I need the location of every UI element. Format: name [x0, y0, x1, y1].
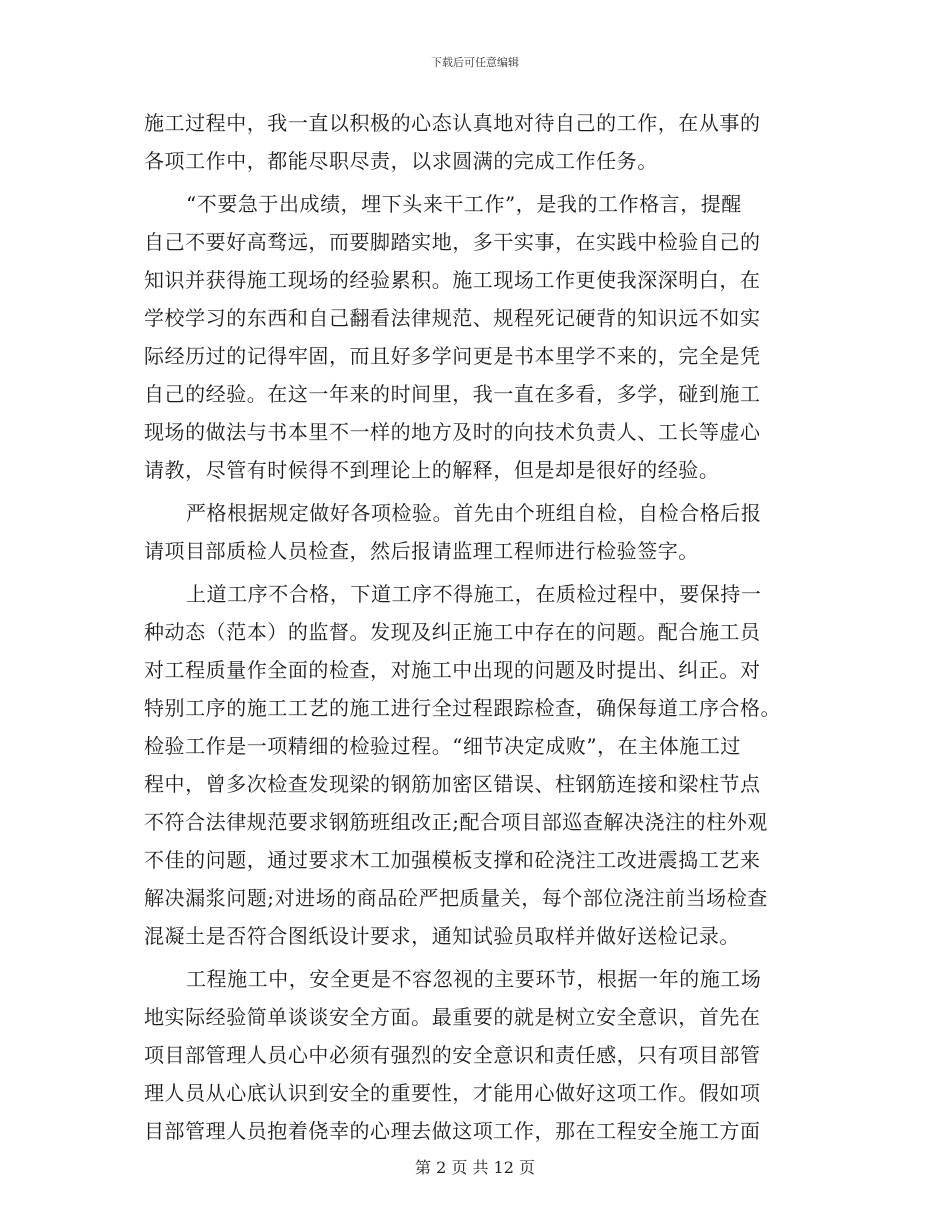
text-line: 目部管理人员抱着侥幸的心理去做这项工作，那在工程安全施工方面: [144, 1119, 761, 1143]
paragraph-start-line: 上道工序不合格，下道工序不得施工，在质检过程中，要保持一: [186, 582, 762, 606]
text-line: 检验工作是一项精细的检验过程。“细节决定成败”，在主体施工过: [144, 734, 741, 758]
text-line: 不佳的问题，通过要求木工加强模板支撑和砼浇注工改进震捣工艺来: [144, 848, 761, 872]
page-header: 下载后可任意编辑: [431, 56, 519, 69]
text-line: 程中，曾多次检查发现梁的钢筋加密区错误、柱钢筋连接和梁柱节点: [144, 772, 761, 796]
text-line: 施工过程中，我一直以积极的心态认真地对待自己的工作，在从事的: [144, 111, 761, 135]
text-line: 现场的做法与书本里不一样的地方及时的向技术负责人、工长等虚心: [144, 420, 761, 444]
text-line: 混凝土是否符合图纸设计要求，通知试验员取样并做好送检记录。: [144, 924, 740, 948]
text-line: 请项目部质检人员检查，然后报请监理工程师进行检验签字。: [144, 539, 699, 563]
page-number: 第 2 页 共 12 页: [415, 1158, 535, 1177]
text-line: 特别工序的施工工艺的施工进行全过程跟踪检查，确保每道工序合格。: [144, 696, 782, 720]
text-line: 项目部管理人员心中必须有强烈的安全意识和责任感，只有项目部管: [144, 1043, 761, 1067]
paragraph-start-line: 工程施工中，安全更是不容忽视的主要环节，根据一年的施工场: [186, 967, 762, 991]
paragraph-start-line: 严格根据规定做好各项检验。首先由个班组自检，自检合格后报: [186, 501, 762, 525]
paragraph-start-line: “不要急于出成绩，埋下头来干工作”，是我的工作格言，提醒: [186, 192, 742, 216]
text-line: 学校学习的东西和自己翻看法律规范、规程死记硬背的知识远不如实: [144, 306, 761, 330]
text-line: 请教，尽管有时候得不到理论上的解释，但是却是很好的经验。: [144, 458, 720, 482]
text-line: 不符合法律规范要求钢筋班组改正;配合项目部巡查解决浇注的柱外观: [144, 810, 768, 834]
text-line: 解决漏浆问题;对进场的商品砼严把质量关，每个部位浇注前当场检查: [144, 886, 768, 910]
text-line: 对工程质量作全面的检查，对施工中出现的问题及时提出、纠正。对: [144, 658, 761, 682]
text-line: 际经历过的记得牢固，而且好多学问更是书本里学不来的，完全是凭: [144, 344, 761, 368]
text-line: 各项工作中，都能尽职尽责，以求圆满的完成工作任务。: [144, 149, 658, 173]
text-line: 理人员从心底认识到安全的重要性，才能用心做好这项工作。假如项: [144, 1081, 761, 1105]
text-line: 地实际经验简单谈谈安全方面。最重要的就是树立安全意识，首先在: [144, 1005, 761, 1029]
text-line: 知识并获得施工现场的经验累积。施工现场工作更使我深深明白，在: [144, 268, 761, 292]
text-line: 自己的经验。在这一年来的时间里，我一直在多看，多学，碰到施工: [144, 382, 761, 406]
text-line: 种动态（范本）的监督。发现及纠正施工中存在的问题。配合施工员: [144, 620, 761, 644]
text-line: 自己不要好高骛远，而要脚踏实地，多干实事，在实践中检验自己的: [144, 230, 761, 254]
document-body: [144, 104, 796, 1150]
